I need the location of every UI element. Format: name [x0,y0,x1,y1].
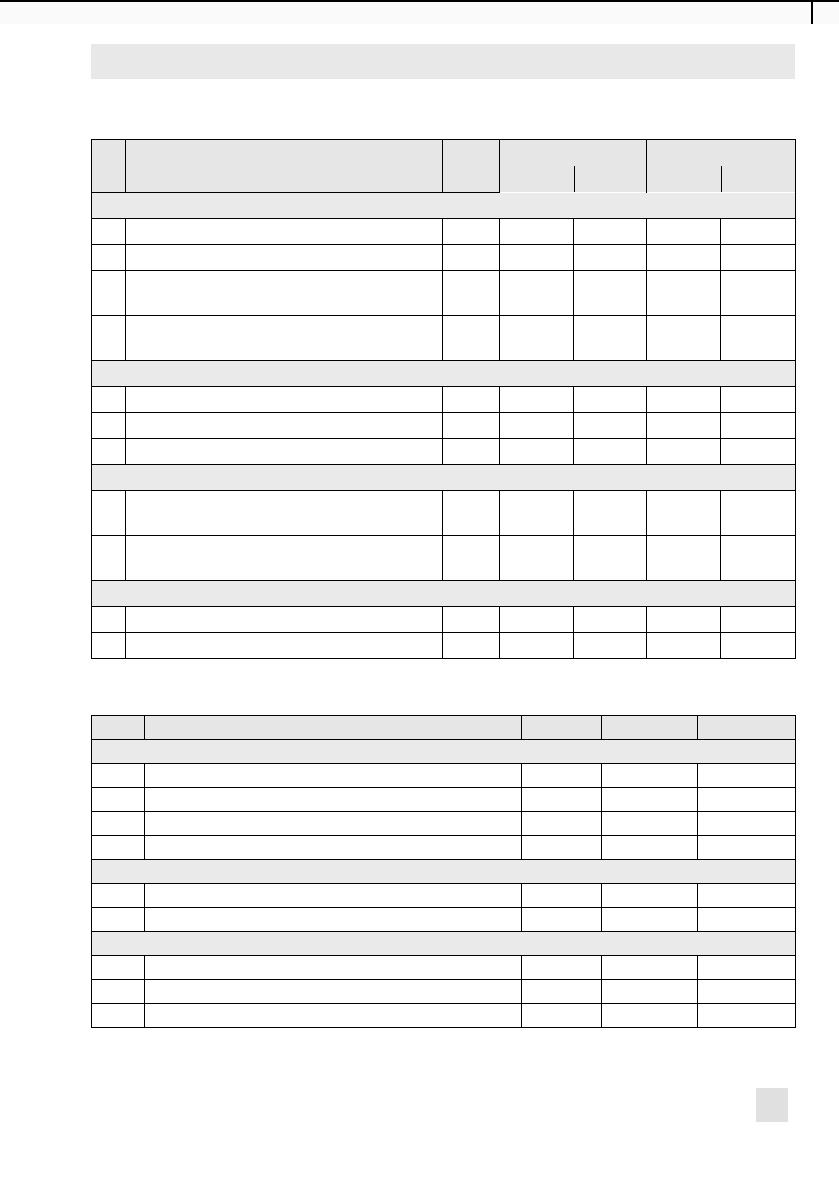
table-cell [647,219,721,245]
table-cell [574,413,647,439]
header-cell-col5 [698,716,796,740]
table-cell [522,836,602,860]
table-cell [602,836,698,860]
table-cell [145,788,522,812]
section-title [92,465,796,491]
table-cell [698,788,796,812]
table-cell [721,245,796,271]
table-cell [443,439,500,465]
table-cell [721,439,796,465]
table-cell [500,607,574,633]
table-cell [522,764,602,788]
table-cell [647,439,721,465]
table-cell [647,271,721,316]
table-cell [698,884,796,908]
table-cell [522,956,602,980]
table-cell [145,836,522,860]
table-cell [500,536,574,581]
page-top-edge [0,2,839,24]
table-cell [721,607,796,633]
table-cell [602,884,698,908]
table-cell [721,387,796,413]
table-cell [145,980,522,1004]
table-cell [647,413,721,439]
section-row [92,581,796,607]
table-cell [443,413,500,439]
section-title [92,860,796,884]
table-cell [647,245,721,271]
table-cell [522,788,602,812]
table-cell [92,836,145,860]
table-row [92,1004,796,1028]
table-row [92,413,796,439]
table-cell [126,439,443,465]
table-header-row [92,716,796,740]
table-cell [721,413,796,439]
table-cell [574,219,647,245]
section-row [92,740,796,764]
section-row [92,465,796,491]
section-title [92,932,796,956]
table-cell [602,956,698,980]
table-row [92,439,796,465]
parts-table [91,715,796,1028]
table-cell [500,387,574,413]
table-cell [500,439,574,465]
table-cell [443,316,500,361]
table-cell [602,980,698,1004]
table-cell [92,219,126,245]
table-cell [522,884,602,908]
table-cell [126,245,443,271]
table-cell [574,271,647,316]
table-cell [500,245,574,271]
technical-data-table [91,139,796,659]
table-cell [574,439,647,465]
table-cell [602,1004,698,1028]
table-cell [500,271,574,316]
table-row [92,884,796,908]
table-cell [145,1004,522,1028]
table-cell [92,413,126,439]
table-cell [647,536,721,581]
table-cell [92,956,145,980]
table-cell [574,387,647,413]
table-cell [92,788,145,812]
table-cell [721,219,796,245]
table-cell [721,536,796,581]
table-cell [126,607,443,633]
table-cell [647,607,721,633]
header-subdivider [647,166,722,192]
table-cell [92,491,126,536]
table-cell [145,908,522,932]
table-cell [721,271,796,316]
table-cell [92,607,126,633]
header-cell-col3 [522,716,602,740]
table-cell [92,271,126,316]
table-row [92,316,796,361]
table-cell [698,956,796,980]
table-row [92,956,796,980]
top-rule [0,0,839,2]
header-cell-group-a [500,140,647,193]
table-row [92,908,796,932]
table-cell [92,316,126,361]
table-row [92,219,796,245]
table-cell [145,956,522,980]
table-header-row [92,140,796,193]
table-row [92,812,796,836]
table-cell [698,908,796,932]
table-cell [126,387,443,413]
table-cell [602,764,698,788]
table-cell [443,387,500,413]
table-row [92,633,796,659]
table-cell [126,219,443,245]
table-cell [574,491,647,536]
table-cell [647,316,721,361]
table-cell [92,908,145,932]
table-cell [92,439,126,465]
table-cell [647,387,721,413]
table-row [92,271,796,316]
header-subdivider [500,166,575,192]
table-row [92,387,796,413]
table-cell [126,633,443,659]
table-cell [500,633,574,659]
table-cell [721,633,796,659]
section-row [92,932,796,956]
table-cell [443,219,500,245]
table-cell [522,1004,602,1028]
header-cell-no [92,140,126,193]
table-row [92,980,796,1004]
table-cell [126,491,443,536]
table-cell [145,884,522,908]
table-cell [92,884,145,908]
table-cell [574,536,647,581]
table-cell [443,245,500,271]
table-cell [602,788,698,812]
table-cell [698,980,796,1004]
table-cell [92,387,126,413]
section-title [92,193,796,219]
table-cell [647,491,721,536]
table-cell [92,536,126,581]
header-cell-col4 [602,716,698,740]
table-cell [698,812,796,836]
table-cell [500,219,574,245]
table-row [92,536,796,581]
table-cell [92,812,145,836]
header-cell-no [92,716,145,740]
table-row [92,245,796,271]
header-cell-unit [443,140,500,193]
header-cell-group-b [647,140,796,193]
table-cell [92,764,145,788]
table-cell [443,607,500,633]
table-cell [92,980,145,1004]
table-cell [92,1004,145,1028]
section-row [92,860,796,884]
table-cell [145,764,522,788]
section-row [92,361,796,387]
table-cell [92,245,126,271]
section-header-bar [91,44,795,79]
table-cell [721,316,796,361]
table-cell [574,245,647,271]
table-cell [126,271,443,316]
crop-mark [811,0,813,24]
section-title [92,361,796,387]
table-row [92,607,796,633]
table-row [92,788,796,812]
table-cell [92,633,126,659]
table-row [92,836,796,860]
table-cell [500,316,574,361]
table-cell [574,607,647,633]
table-cell [698,764,796,788]
table-cell [522,812,602,836]
header-cell-description [145,716,522,740]
table-cell [145,812,522,836]
table-cell [443,491,500,536]
table-cell [522,980,602,1004]
table-row [92,764,796,788]
table-cell [126,536,443,581]
table-cell [126,316,443,361]
table-row [92,491,796,536]
table-cell [698,836,796,860]
table-cell [522,908,602,932]
table-cell [443,633,500,659]
section-title [92,581,796,607]
section-row [92,193,796,219]
table-cell [602,812,698,836]
table-cell [574,633,647,659]
table-cell [602,908,698,932]
section-title [92,740,796,764]
table-cell [698,1004,796,1028]
table-cell [443,536,500,581]
table-cell [500,491,574,536]
table-cell [126,413,443,439]
table-cell [443,271,500,316]
table-cell [574,316,647,361]
header-cell-description [126,140,443,193]
page-number-box [756,1088,788,1122]
table-cell [500,413,574,439]
table-cell [721,491,796,536]
table-cell [647,633,721,659]
